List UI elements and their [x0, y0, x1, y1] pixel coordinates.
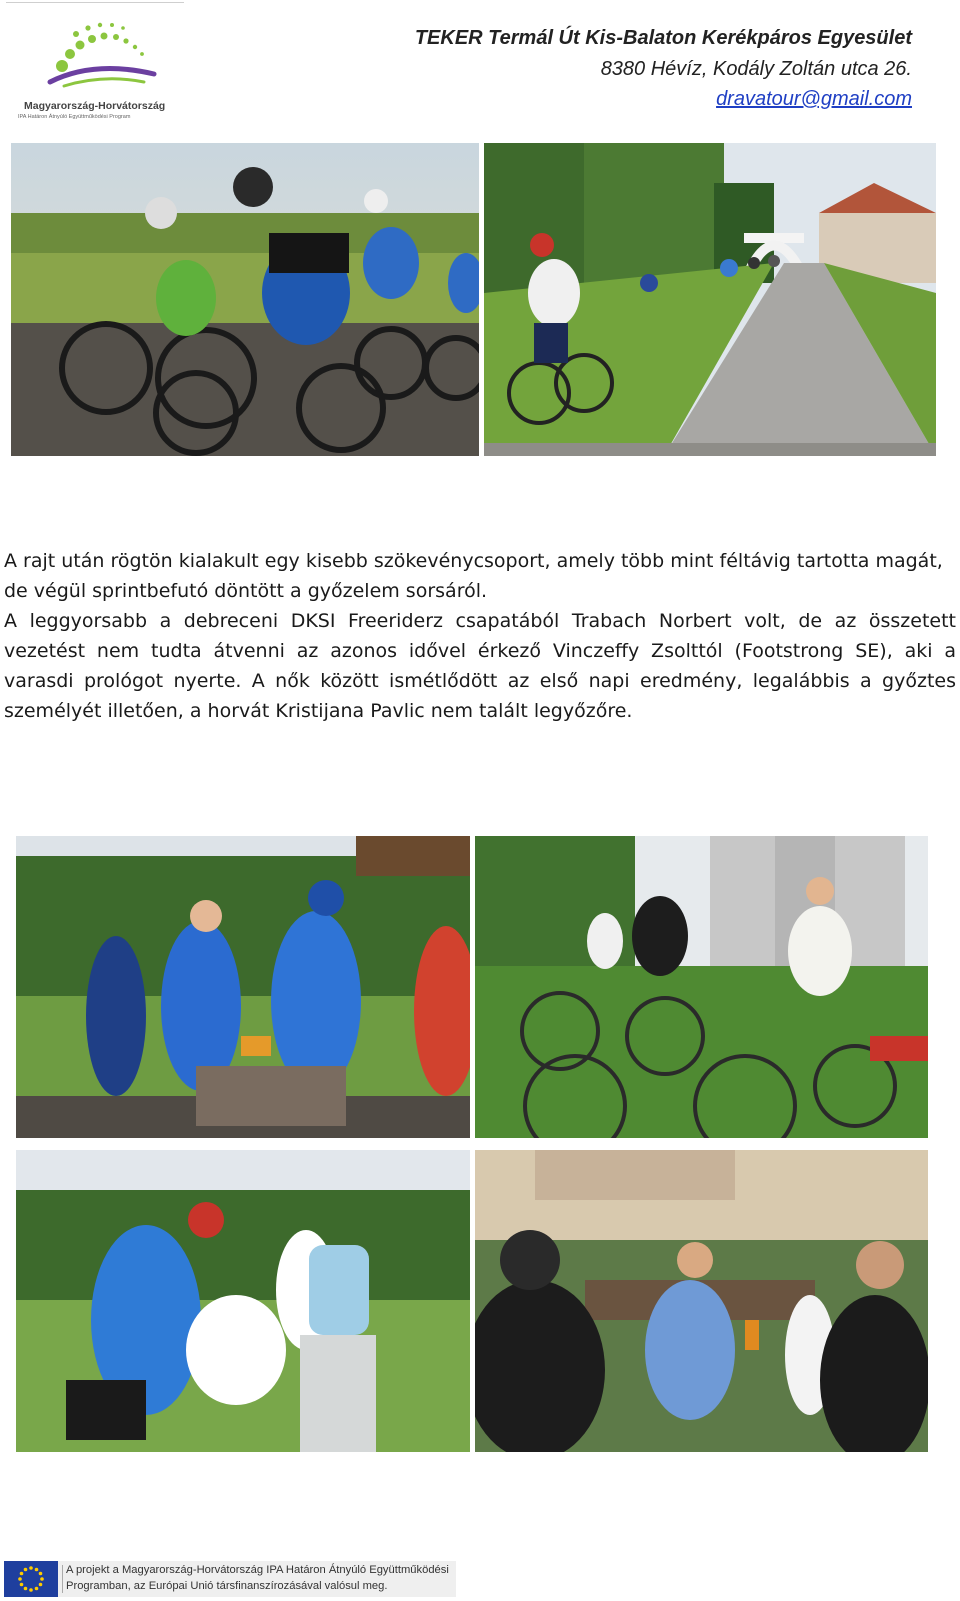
- funding-statement: [66, 1562, 454, 1594]
- programme-logo: [4, 4, 184, 126]
- cyclists-resting-grass-photo: [475, 836, 928, 1138]
- article-paragraph-2: A leggyorsabb a debreceni DKSI Freeriderz csapatából Trabach Norbert volt, de az összetett vezetést nem tudta átvenni az azonos idővel érkező Vinczeffy Zsolttól (Footstrong SE), aki a varasdi prológot nyerte. A nők között ismétlődött az első napi eredmény, legalábbis a győztes személyét illetően, a horvát Kristijana Pavlic nem talált legyőzőre.: [4, 610, 956, 722]
- cyclists-gathering-tables-photo: [475, 1150, 928, 1452]
- logo-subcaption: IPA Határon Átnyúló Együttműködési Program: [18, 114, 131, 120]
- cyclists-village-road-photo: [484, 143, 936, 456]
- organization-email-link[interactable]: dravatour@gmail.com: [716, 88, 912, 110]
- eu-flag-icon: [4, 1561, 58, 1597]
- funding-statement-line-2: Programban, az Európai Unió társfinanszírozásával valósul meg.: [66, 1580, 388, 1592]
- organization-address: 8380 Hévíz, Kodály Zoltán utca 26.: [600, 58, 912, 80]
- cyclists-racing-photo: [11, 143, 479, 456]
- article-paragraph-1: A rajt után rögtön kialakult egy kisebb szökevénycsoport, amely több mint féltávig tartotta magát, de végül sprintbefutó döntött a győzelem sorsáról.: [4, 550, 943, 602]
- refreshment-table-photo: [16, 836, 470, 1138]
- logo-top-rule: [6, 2, 184, 3]
- funding-statement-line-1: A projekt a Magyarország-Horvátország IPA Határon Átnyúló Együttműködési: [66, 1564, 449, 1576]
- organization-name: TEKER Termál Út Kis-Balaton Kerékpáros Egyesület: [414, 27, 912, 49]
- logo-caption: Magyarország-Horvátország: [24, 100, 166, 112]
- ipa-programme-logo-icon: [4, 4, 184, 104]
- funding-footer: [4, 1561, 456, 1597]
- water-dispenser-photo: [16, 1150, 470, 1452]
- footer-divider: [62, 1565, 63, 1593]
